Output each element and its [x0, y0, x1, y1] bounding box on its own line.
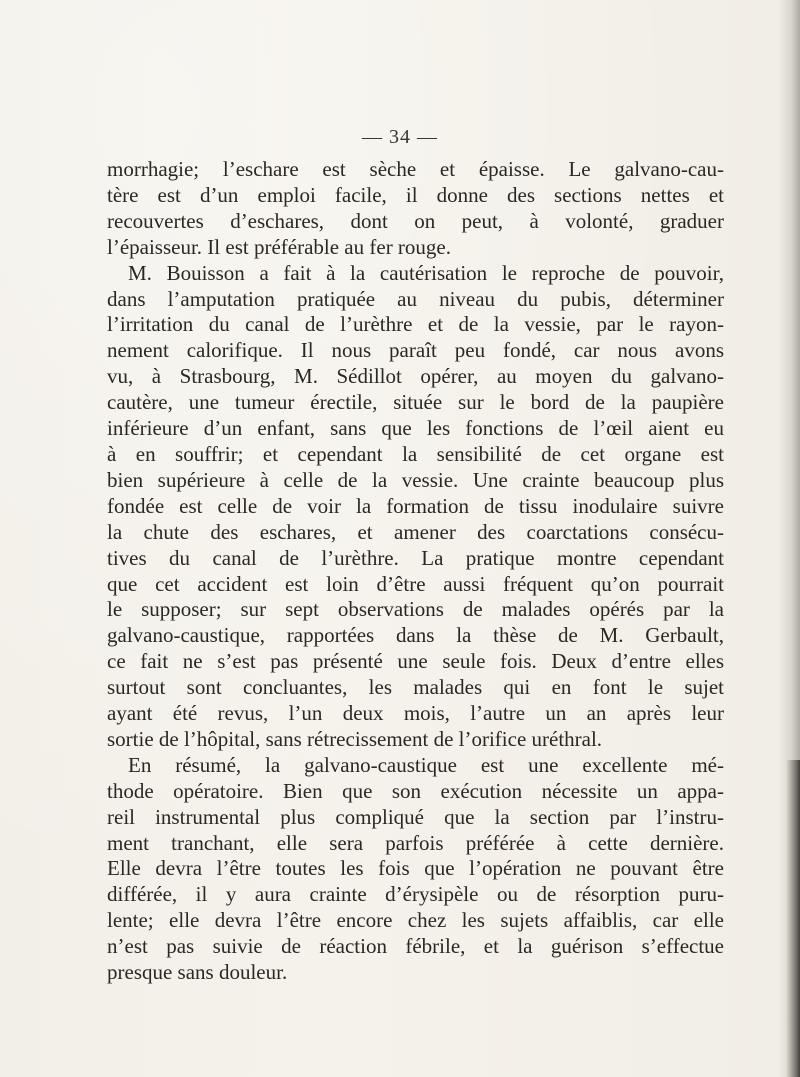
text-line: lente; elle devra l’être encore chez les sujets affaiblis, car elle — [107, 908, 724, 933]
text-line: différée, il y aura crainte d’érysipèle ou de résorption puru- — [107, 882, 724, 907]
text-line: n’est pas suivie de réaction fébrile, et la guérison s’effectue — [107, 934, 724, 959]
text-line: morrhagie; l’eschare est sèche et épaisse. Le galvano-cau- — [107, 157, 724, 181]
text-line: Elle devra l’être toutes les fois que l’opération ne pouvant être — [107, 856, 724, 881]
text-line: cautère, une tumeur érectile, située sur le bord de la paupière — [107, 390, 724, 415]
text-line: bien supérieure à celle de la vessie. Une crainte beaucoup plus — [107, 467, 724, 492]
text-line: thode opératoire. Bien que son exécution nécessite un appa- — [107, 778, 724, 803]
page-number: — 34 — — [362, 126, 438, 148]
text-line: le supposer; sur sept observations de malades opérés par la — [107, 597, 724, 622]
text-line: à en souffrir; et cependant la sensibilité de cet organe est — [107, 441, 724, 466]
text-line: ayant été revus, l’un deux mois, l’autre un an après leur — [107, 701, 724, 726]
text-line: recouvertes d’eschares, dont on peut, à volonté, graduer — [107, 208, 724, 233]
text-line: galvano-caustique, rapportées dans la thèse de M. Gerbault, — [107, 623, 724, 648]
text-line: En résumé, la galvano-caustique est une excellente mé- — [128, 752, 724, 777]
text-line: surtout sont concluantes, les malades qui en font le sujet — [107, 675, 724, 700]
text-line: l’épaisseur. Il est préférable au fer rouge. — [107, 234, 451, 259]
text-line: inférieure d’un enfant, sans que les fonctions de l’œil aient eu — [107, 416, 724, 441]
body-text — [107, 157, 724, 986]
text-line: l’irritation du canal de l’urèthre et de la vessie, par le rayon- — [107, 312, 724, 337]
page-edge-shadow-lower — [786, 760, 800, 1077]
text-line: tère est d’un emploi facile, il donne des sections nettes et — [107, 182, 724, 207]
text-line: la chute des eschares, et amener des coarctations consécu- — [107, 519, 724, 544]
text-line: que cet accident est loin d’être aussi fréquent qu’on pourrait — [107, 571, 724, 596]
text-line: fondée est celle de voir la formation de tissu inodulaire suivre — [107, 493, 724, 518]
text-line: sortie de l’hôpital, sans rétrecissement de l’orifice uréthral. — [107, 726, 603, 751]
text-line: ce fait ne s’est pas présenté une seule fois. Deux d’entre elles — [107, 649, 724, 674]
text-line: vu, à Strasbourg, M. Sédillot opérer, au moyen du galvano- — [107, 364, 724, 389]
text-line: reil instrumental plus compliqué que la section par l’instru- — [107, 804, 724, 829]
text-line: ment tranchant, elle sera parfois préférée à cette dernière. — [107, 830, 724, 855]
text-line: presque sans douleur. — [107, 960, 288, 985]
text-line: tives du canal de l’urèthre. La pratique montre cependant — [107, 545, 724, 570]
text-line: M. Bouisson a fait à la cautérisation le reproche de pouvoir, — [128, 260, 724, 285]
text-line: nement calorifique. Il nous paraît peu fondé, car nous avons — [107, 338, 724, 363]
text-line: dans l’amputation pratiquée au niveau du pubis, déterminer — [107, 286, 724, 311]
